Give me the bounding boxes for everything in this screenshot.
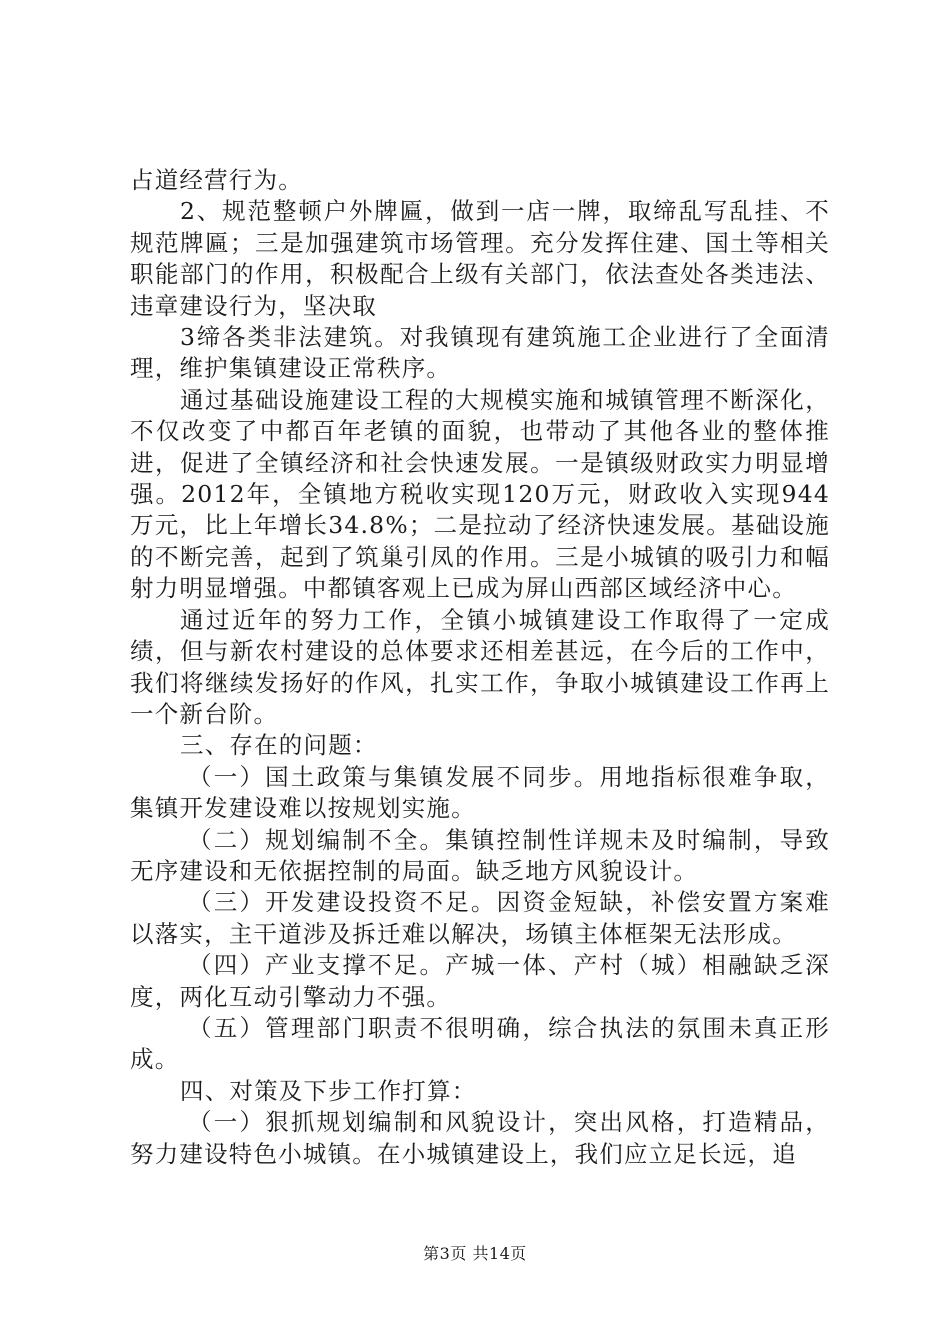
paragraph-2: 3缔各类非法建筑。对我镇现有建筑施工企业进行了全面清理，维护集镇建设正常秩序。 [130,323,830,383]
paragraph-12: （一）狠抓规划编制和风貌设计，突出风格，打造精品，努力建设特色小城镇。在小城镇建设上，我们应立足长远，追 [130,1108,830,1168]
paragraph-7: （二）规划编制不全。集镇控制性详规未及时编制，导致无序建设和无依据控制的局面。缺乏地方风貌设计。 [130,825,830,885]
paragraph-0: 占道经营行为。 [130,166,303,194]
paragraph-6: （一）国土政策与集镇发展不同步。用地指标很难争取，集镇开发建设难以按规划实施。 [130,762,830,823]
paragraph-10: （五）管理部门职责不很明确，综合执法的氛围未真正形成。 [130,1013,830,1074]
paragraph-4: 通过近年的努力工作，全镇小城镇建设工作取得了一定成绩，但与新农村建设的总体要求还相差甚远，在今后的工作中，我们将继续发扬好的作风，扎实工作，争取小城镇建设工作再上一个新台阶。 [130,605,830,728]
section-heading-problems: 三、存在的问题： [180,731,378,760]
paragraph-8: （三）开发建设投资不足。因资金短缺，补偿安置方案难以落实，主干道涉及拆迁难以解决，场镇主体框架无法形成。 [130,888,830,948]
section-heading-countermeasures: 四、对策及下步工作打算： [180,1076,477,1105]
paragraph-1: 2、规范整顿户外牌匾，做到一店一牌，取缔乱写乱挂、不规范牌匾；三是加强建筑市场管理。充分发挥住建、国土等相关职能部门的作用，积极配合上级有关部门，依法查处各类违法、违章建设行为，坚决取 [130,197,830,320]
document-body [130,165,830,1170]
page-number-footer: 第3页 共14页 [423,1244,527,1263]
paragraph-3: 通过基础设施建设工程的大规模实施和城镇管理不断深化，不仅改变了中都百年老镇的面貌，也带动了其他各业的整体推进，促进了全镇经济和社会快速发展。一是镇级财政实力明显增强。2012年，全镇地方税收实现120万元，财政收入实现944万元，比上年增长34.8%；二是拉动了经济快速发展。基础设施的不断完善，起到了筑巢引凤的作用。三是小城镇的吸引力和幅射力明显增强。中都镇客观上已成为屏山西部区域经济中心。 [130,385,830,603]
paragraph-9: （四）产业支撑不足。产城一体、产村（城）相融缺乏深度，两化互动引擎动力不强。 [130,951,830,1011]
